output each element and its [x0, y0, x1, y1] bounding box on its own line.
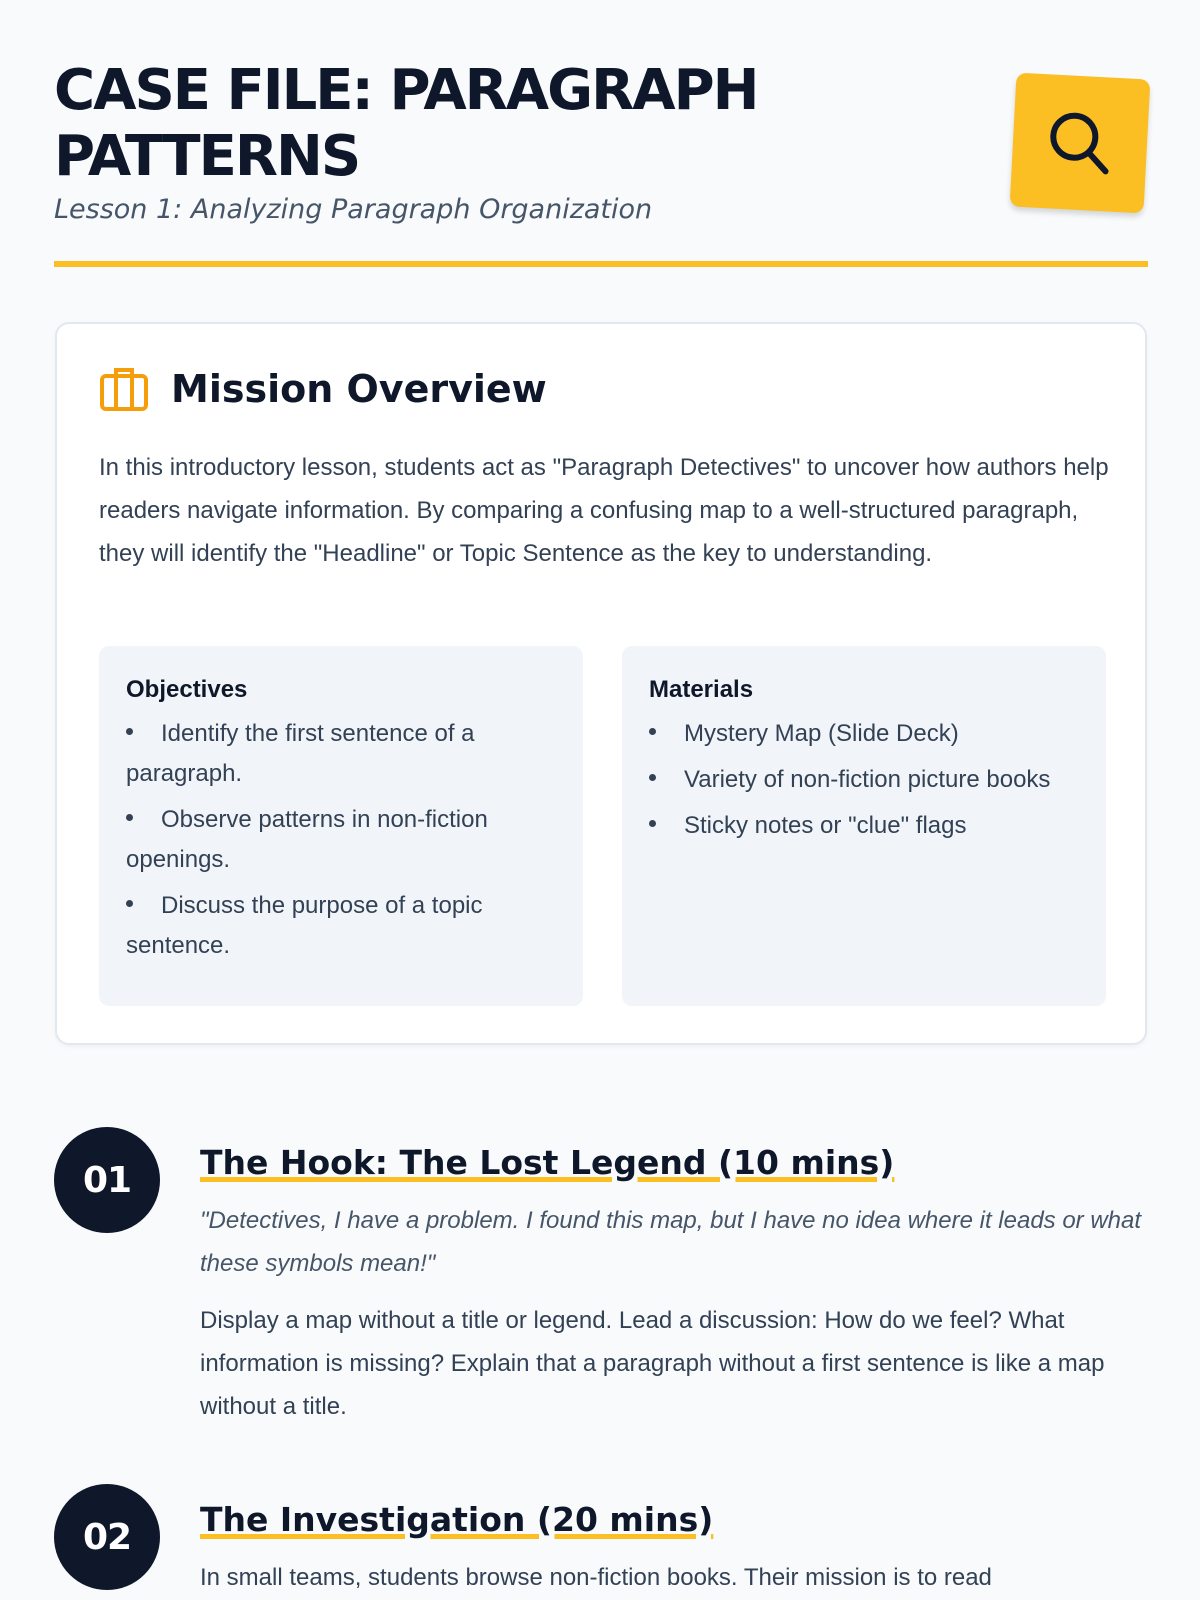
- list-item: Identify the first sentence of a paragraph.: [126, 720, 475, 787]
- list-item: Variety of non-fiction picture books: [649, 760, 1079, 800]
- mission-overview-card: [55, 322, 1147, 1045]
- bullet-icon: [649, 728, 656, 735]
- bullet-icon: [126, 900, 133, 907]
- search-icon: [1042, 105, 1118, 181]
- step-description: Display a map without a title or legend. Lead a discussion: How do we feel? What information is missing? Explain that a paragraph without a first sentence is like a map without a title.: [200, 1307, 1105, 1420]
- objectives-list: [126, 714, 556, 966]
- objectives-heading: Objectives: [126, 676, 248, 703]
- bullet-icon: [649, 774, 656, 781]
- card-title: Mission Overview: [171, 367, 547, 411]
- mission-description: In this introductory lesson, students act as "Paragraph Detectives" to uncover how authors help readers navigate information. By comparing a confusing map to a well-structured paragraph, they will identify the "Headline" or Topic Sentence as the key to understanding.: [99, 454, 1109, 567]
- step-number-badge: 02: [54, 1484, 160, 1590]
- step-title: The Investigation (20 mins): [200, 1500, 714, 1539]
- step-title: The Hook: The Lost Legend (10 mins): [200, 1143, 895, 1182]
- bullet-icon: [126, 814, 133, 821]
- list-item: Sticky notes or "clue" flags: [649, 806, 1079, 846]
- header-divider: [54, 261, 1148, 267]
- page-subtitle: Lesson 1: Analyzing Paragraph Organization: [54, 194, 653, 225]
- step-description: In small teams, students browse non-fiction books. Their mission is to read: [200, 1564, 992, 1591]
- objectives-panel: [99, 646, 583, 1006]
- list-item: Discuss the purpose of a topic sentence.: [126, 892, 483, 959]
- card-header: [99, 366, 547, 412]
- page-header: [54, 58, 1148, 225]
- bullet-icon: [126, 728, 133, 735]
- materials-heading: Materials: [649, 676, 754, 703]
- materials-panel: [622, 646, 1106, 1006]
- briefcase-icon: [99, 366, 149, 412]
- materials-list: [649, 714, 1079, 846]
- list-item: Observe patterns in non-fiction openings.: [126, 806, 488, 873]
- step-number-badge: 01: [54, 1127, 160, 1233]
- bullet-icon: [649, 820, 656, 827]
- list-item: Mystery Map (Slide Deck): [649, 714, 1079, 754]
- step-quote: "Detectives, I have a problem. I found this map, but I have no idea where it leads or what these symbols mean!": [200, 1207, 1142, 1277]
- search-badge[interactable]: [1010, 73, 1151, 214]
- page-title: CASE FILE: PARAGRAPH PATTERNS: [54, 58, 758, 189]
